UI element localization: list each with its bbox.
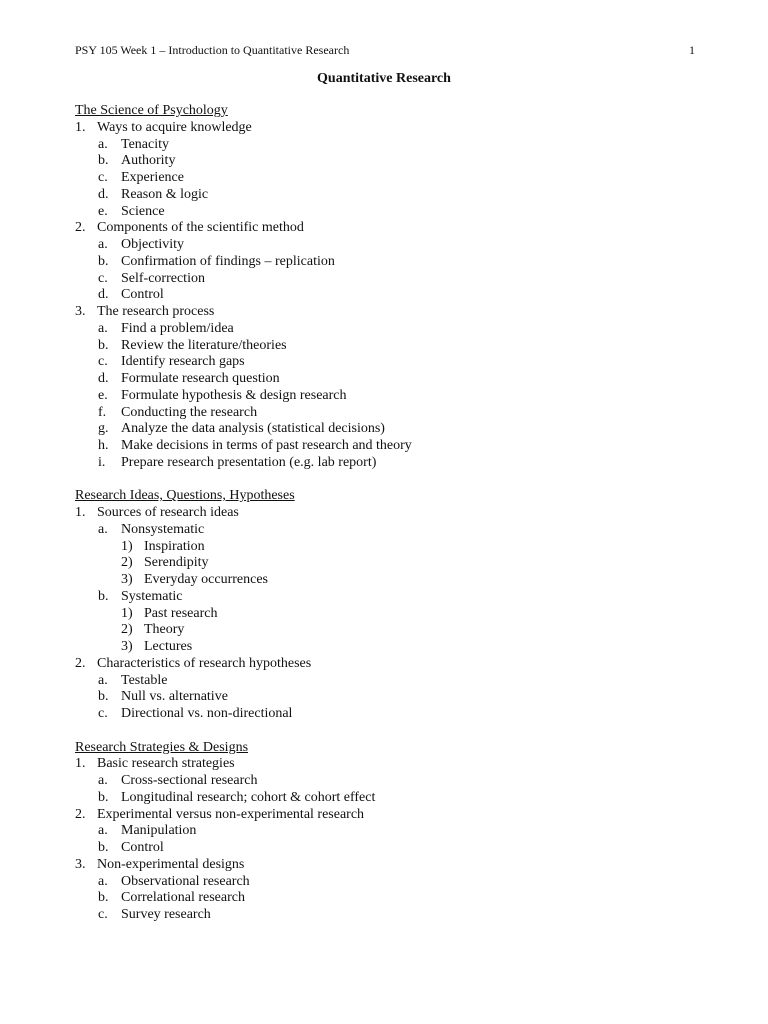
numbered-subsubitem <box>75 639 695 656</box>
list-item-text: Identify research gaps <box>121 354 245 370</box>
list-marker: a. <box>98 136 108 152</box>
outline-body <box>75 103 695 924</box>
lettered-subitem <box>75 153 695 170</box>
section-heading: Research Ideas, Questions, Hypotheses <box>75 488 295 504</box>
lettered-subitem <box>75 137 695 154</box>
list-marker: i. <box>98 454 106 470</box>
list-marker: a. <box>98 823 108 839</box>
numbered-item <box>75 857 695 874</box>
lettered-subitem <box>75 589 695 606</box>
list-item-text: Control <box>121 840 164 855</box>
list-marker: b. <box>98 689 109 705</box>
course-header: PSY 105 Week 1 – Introduction to Quantitative Research <box>75 43 350 57</box>
list-marker: a. <box>98 672 108 688</box>
list-marker: b. <box>98 840 109 855</box>
list-item-text: Observational research <box>121 873 250 889</box>
list-item-text: Manipulation <box>121 823 197 839</box>
list-item-text: Self-correction <box>121 270 205 286</box>
list-item-text: Authority <box>121 153 176 169</box>
list-item-text: Systematic <box>121 588 183 604</box>
list-item-text: Experimental versus non-experimental research <box>97 806 365 822</box>
list-marker: 1) <box>121 605 133 621</box>
numbered-item <box>75 304 695 321</box>
numbered-subsubitem <box>75 539 695 556</box>
list-marker: 1. <box>75 119 86 135</box>
lettered-subitem <box>75 405 695 422</box>
list-item-text: Longitudinal research; cohort & cohort effect <box>121 789 376 805</box>
lettered-subitem <box>75 522 695 539</box>
list-marker: 1. <box>75 756 86 772</box>
numbered-item <box>75 120 695 137</box>
list-marker: 3) <box>121 572 133 587</box>
list-item-text: Analyze the data analysis (statistical decisions) <box>121 421 385 437</box>
list-marker: b. <box>98 890 109 906</box>
lettered-subitem <box>75 823 695 840</box>
list-marker: a. <box>98 773 108 788</box>
numbered-subsubitem <box>75 555 695 572</box>
list-marker: b. <box>98 588 109 604</box>
lettered-subitem <box>75 673 695 690</box>
list-item-text: Confirmation of findings – replication <box>121 253 335 269</box>
lettered-subitem <box>75 689 695 706</box>
numbered-item <box>75 756 695 773</box>
numbered-item <box>75 807 695 824</box>
list-marker: a. <box>98 320 108 336</box>
list-marker: b. <box>98 153 109 169</box>
list-item-text: Reason & logic <box>121 186 209 202</box>
list-item-text: Directional vs. non-directional <box>121 706 293 721</box>
lettered-subitem <box>75 455 695 472</box>
list-marker: a. <box>98 873 108 889</box>
list-item-text: Science <box>121 203 165 219</box>
list-marker: b. <box>98 337 109 353</box>
list-item-text: Survey research <box>121 907 211 922</box>
lettered-subitem <box>75 170 695 187</box>
numbered-subsubitem <box>75 572 695 589</box>
list-marker: d. <box>98 287 109 303</box>
section-spacer <box>75 472 695 489</box>
list-marker: a. <box>98 521 108 537</box>
list-item-text: Everyday occurrences <box>144 572 268 587</box>
list-item-text: Review the literature/theories <box>121 337 287 353</box>
lettered-subitem <box>75 706 695 723</box>
list-item-text: Inspiration <box>144 538 205 554</box>
list-item-text: Objectivity <box>121 237 184 252</box>
list-item-text: Lectures <box>144 639 193 654</box>
list-item-text: Control <box>121 287 164 303</box>
list-marker: 2. <box>75 220 86 236</box>
list-item-text: Cross-sectional research <box>121 773 258 788</box>
lettered-subitem <box>75 371 695 388</box>
list-item-text: Ways to acquire knowledge <box>97 119 252 135</box>
list-item-text: Sources of research ideas <box>97 505 239 520</box>
list-item-text: Formulate hypothesis & design research <box>121 387 347 403</box>
lettered-subitem <box>75 790 695 807</box>
list-item-text: Testable <box>121 672 168 688</box>
section-spacer <box>75 723 695 740</box>
list-item-text: The research process <box>97 304 215 319</box>
list-item-text: Find a problem/idea <box>121 320 234 336</box>
lettered-subitem <box>75 287 695 304</box>
list-marker: c. <box>98 354 108 370</box>
list-item-text: Past research <box>144 605 218 621</box>
list-item-text: Make decisions in terms of past research and theory <box>121 438 412 453</box>
lettered-subitem <box>75 187 695 204</box>
list-item-text: Correlational research <box>121 890 245 906</box>
list-item-text: Experience <box>121 170 184 185</box>
lettered-subitem <box>75 321 695 338</box>
list-marker: d. <box>98 186 109 202</box>
lettered-subitem <box>75 421 695 438</box>
list-item-text: Prepare research presentation (e.g. lab report) <box>121 454 377 470</box>
list-item-text: Non-experimental designs <box>97 856 245 872</box>
list-marker: b. <box>98 789 109 805</box>
lettered-subitem <box>75 907 695 924</box>
lettered-subitem <box>75 874 695 891</box>
list-marker: 1. <box>75 505 86 520</box>
list-marker: f. <box>98 404 107 420</box>
list-marker: b. <box>98 253 109 269</box>
list-marker: 2) <box>121 622 133 638</box>
list-marker: 1) <box>121 538 133 554</box>
list-marker: 3. <box>75 304 86 319</box>
section-heading: Research Strategies & Designs <box>75 739 249 755</box>
list-marker: d. <box>98 371 109 386</box>
list-marker: 2) <box>121 555 133 571</box>
list-marker: e. <box>98 203 108 219</box>
list-item-text: Basic research strategies <box>97 756 235 772</box>
list-item-text: Tenacity <box>121 136 169 152</box>
page-number: 1 <box>689 43 695 57</box>
lettered-subitem <box>75 388 695 405</box>
list-item-text: Characteristics of research hypotheses <box>97 655 312 671</box>
lettered-subitem <box>75 338 695 355</box>
list-marker: g. <box>98 421 109 437</box>
list-item-text: Nonsystematic <box>121 521 205 537</box>
numbered-item <box>75 505 695 522</box>
document-title: Quantitative Research <box>317 71 451 86</box>
lettered-subitem <box>75 237 695 254</box>
list-marker: c. <box>98 706 108 721</box>
lettered-subitem <box>75 438 695 455</box>
list-marker: a. <box>98 237 108 252</box>
list-marker: 3) <box>121 639 133 654</box>
lettered-subitem <box>75 773 695 790</box>
numbered-item <box>75 656 695 673</box>
list-item-text: Serendipity <box>144 555 209 571</box>
list-item-text: Conducting the research <box>121 404 258 420</box>
list-marker: 2. <box>75 806 86 822</box>
list-marker: c. <box>98 170 108 185</box>
lettered-subitem <box>75 890 695 907</box>
lettered-subitem <box>75 271 695 288</box>
list-item-text: Components of the scientific method <box>97 220 304 236</box>
section-heading: The Science of Psychology <box>75 103 228 118</box>
numbered-item <box>75 220 695 237</box>
numbered-subsubitem <box>75 622 695 639</box>
list-marker: 2. <box>75 655 86 671</box>
list-item-text: Formulate research question <box>121 371 280 386</box>
lettered-subitem <box>75 354 695 371</box>
lettered-subitem <box>75 840 695 857</box>
list-marker: h. <box>98 438 109 453</box>
list-item-text: Null vs. alternative <box>121 689 228 705</box>
lettered-subitem <box>75 254 695 271</box>
list-item-text: Theory <box>144 622 185 638</box>
lettered-subitem <box>75 204 695 221</box>
list-marker: c. <box>98 270 108 286</box>
list-marker: 3. <box>75 856 86 872</box>
list-marker: e. <box>98 387 108 403</box>
numbered-subsubitem <box>75 606 695 623</box>
list-marker: c. <box>98 907 108 922</box>
